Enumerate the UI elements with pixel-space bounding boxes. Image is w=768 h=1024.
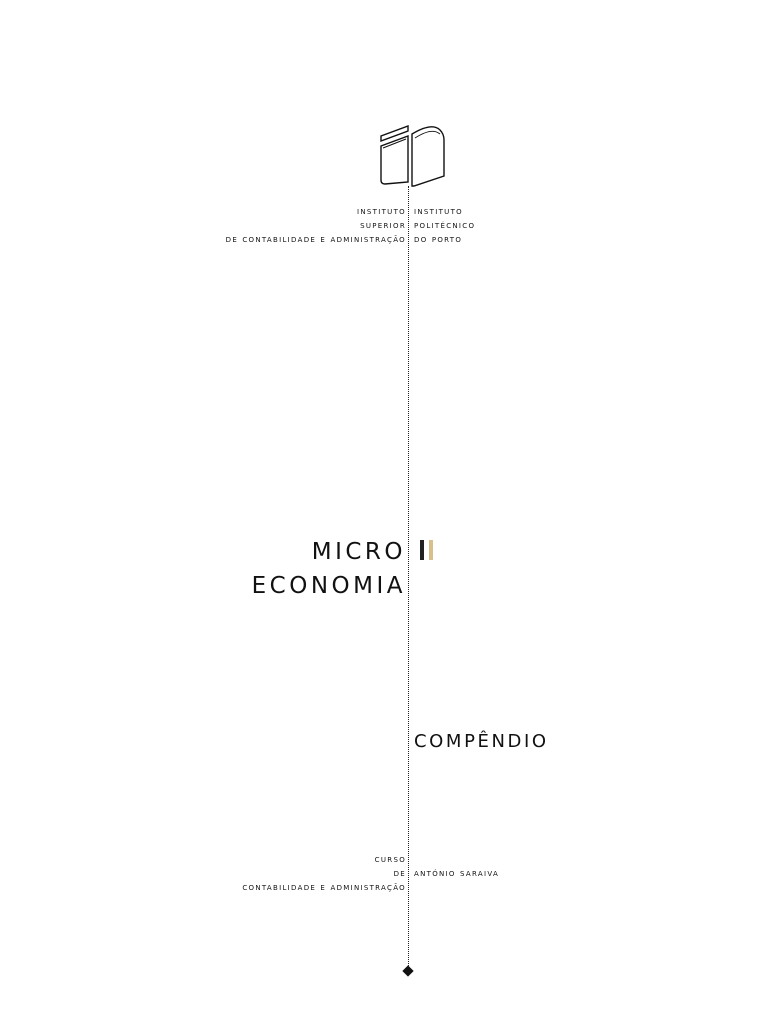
institute-right-block (414, 205, 475, 247)
subtitle: COMPÊNDIO (414, 731, 549, 752)
roman-bar (429, 540, 433, 560)
course-block (242, 853, 406, 895)
roman-bar (420, 540, 424, 560)
institute-left-line: instituto (357, 206, 406, 217)
course-line: de (393, 868, 406, 879)
institute-right-line: do porto (414, 234, 463, 245)
institute-left-line: de contabilidade e administração (225, 234, 406, 245)
iscap-logo-icon (372, 118, 448, 190)
vertical-dotted-line (408, 186, 409, 968)
line-end-diamond (402, 965, 413, 976)
author-name: antónio saraiva (414, 868, 500, 879)
title-line-2: ECONOMIA (251, 573, 406, 599)
title-line-1: MICRO (311, 539, 406, 565)
course-line: curso (374, 854, 406, 865)
roman-numeral-ii-icon (420, 540, 433, 562)
title-block (252, 535, 406, 603)
institute-left-block (226, 205, 406, 247)
institute-right-line: instituto (414, 206, 463, 217)
institute-right-line: politécnico (414, 220, 476, 231)
institute-left-line: superior (360, 220, 406, 231)
course-line: contabilidade e administração (242, 882, 406, 893)
